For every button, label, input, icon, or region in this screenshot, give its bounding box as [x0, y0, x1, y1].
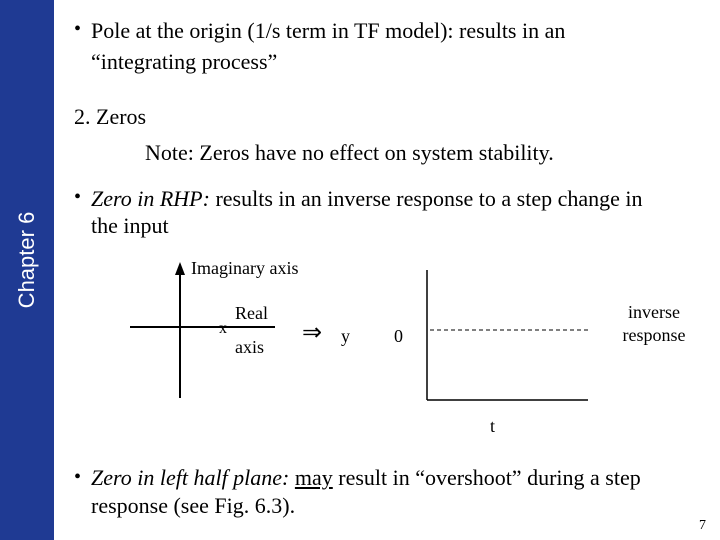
lhp-underlined: may [294, 465, 333, 490]
real-label: Real [235, 303, 268, 323]
bullet-marker: • [74, 466, 82, 488]
implies-symbol: ⇒ [302, 320, 323, 346]
lhp-bullet-line2: response (see Fig. 6.3). [91, 493, 296, 518]
zeros-heading: 2. Zeros [74, 104, 147, 129]
page-number: 7 [699, 518, 706, 533]
rhp-bullet-line2: the input [91, 213, 169, 238]
pole-bullet-line2: “integrating process” [91, 49, 278, 74]
lhp-bullet-line1 [91, 462, 641, 493]
rhp-italic: Zero in RHP: [91, 186, 210, 211]
lhp-italic: Zero in left half plane: [91, 465, 290, 490]
imaginary-axis-label: Imaginary axis [191, 258, 299, 278]
response-label: response [622, 325, 686, 345]
bullet-marker: • [74, 186, 82, 208]
lhp-rest: result in “overshoot” during a step [332, 465, 641, 490]
chapter-label: Chapter 6 [14, 211, 39, 309]
inverse-label: inverse [628, 302, 680, 322]
bullet-marker: • [74, 18, 82, 40]
imaginary-axis-arrow [175, 262, 185, 275]
rhp-rest: results in an inverse response to a step change in [209, 186, 643, 211]
axis-label: axis [235, 337, 264, 357]
t-label: t [490, 416, 496, 436]
zeros-note: Note: Zeros have no effect on system stability. [145, 140, 554, 165]
zero-label: 0 [394, 326, 403, 346]
zero-marker: x [219, 320, 227, 337]
pole-bullet-line1: Pole at the origin (1/s term in TF model): results in an [91, 18, 566, 43]
y-label: y [341, 326, 350, 346]
